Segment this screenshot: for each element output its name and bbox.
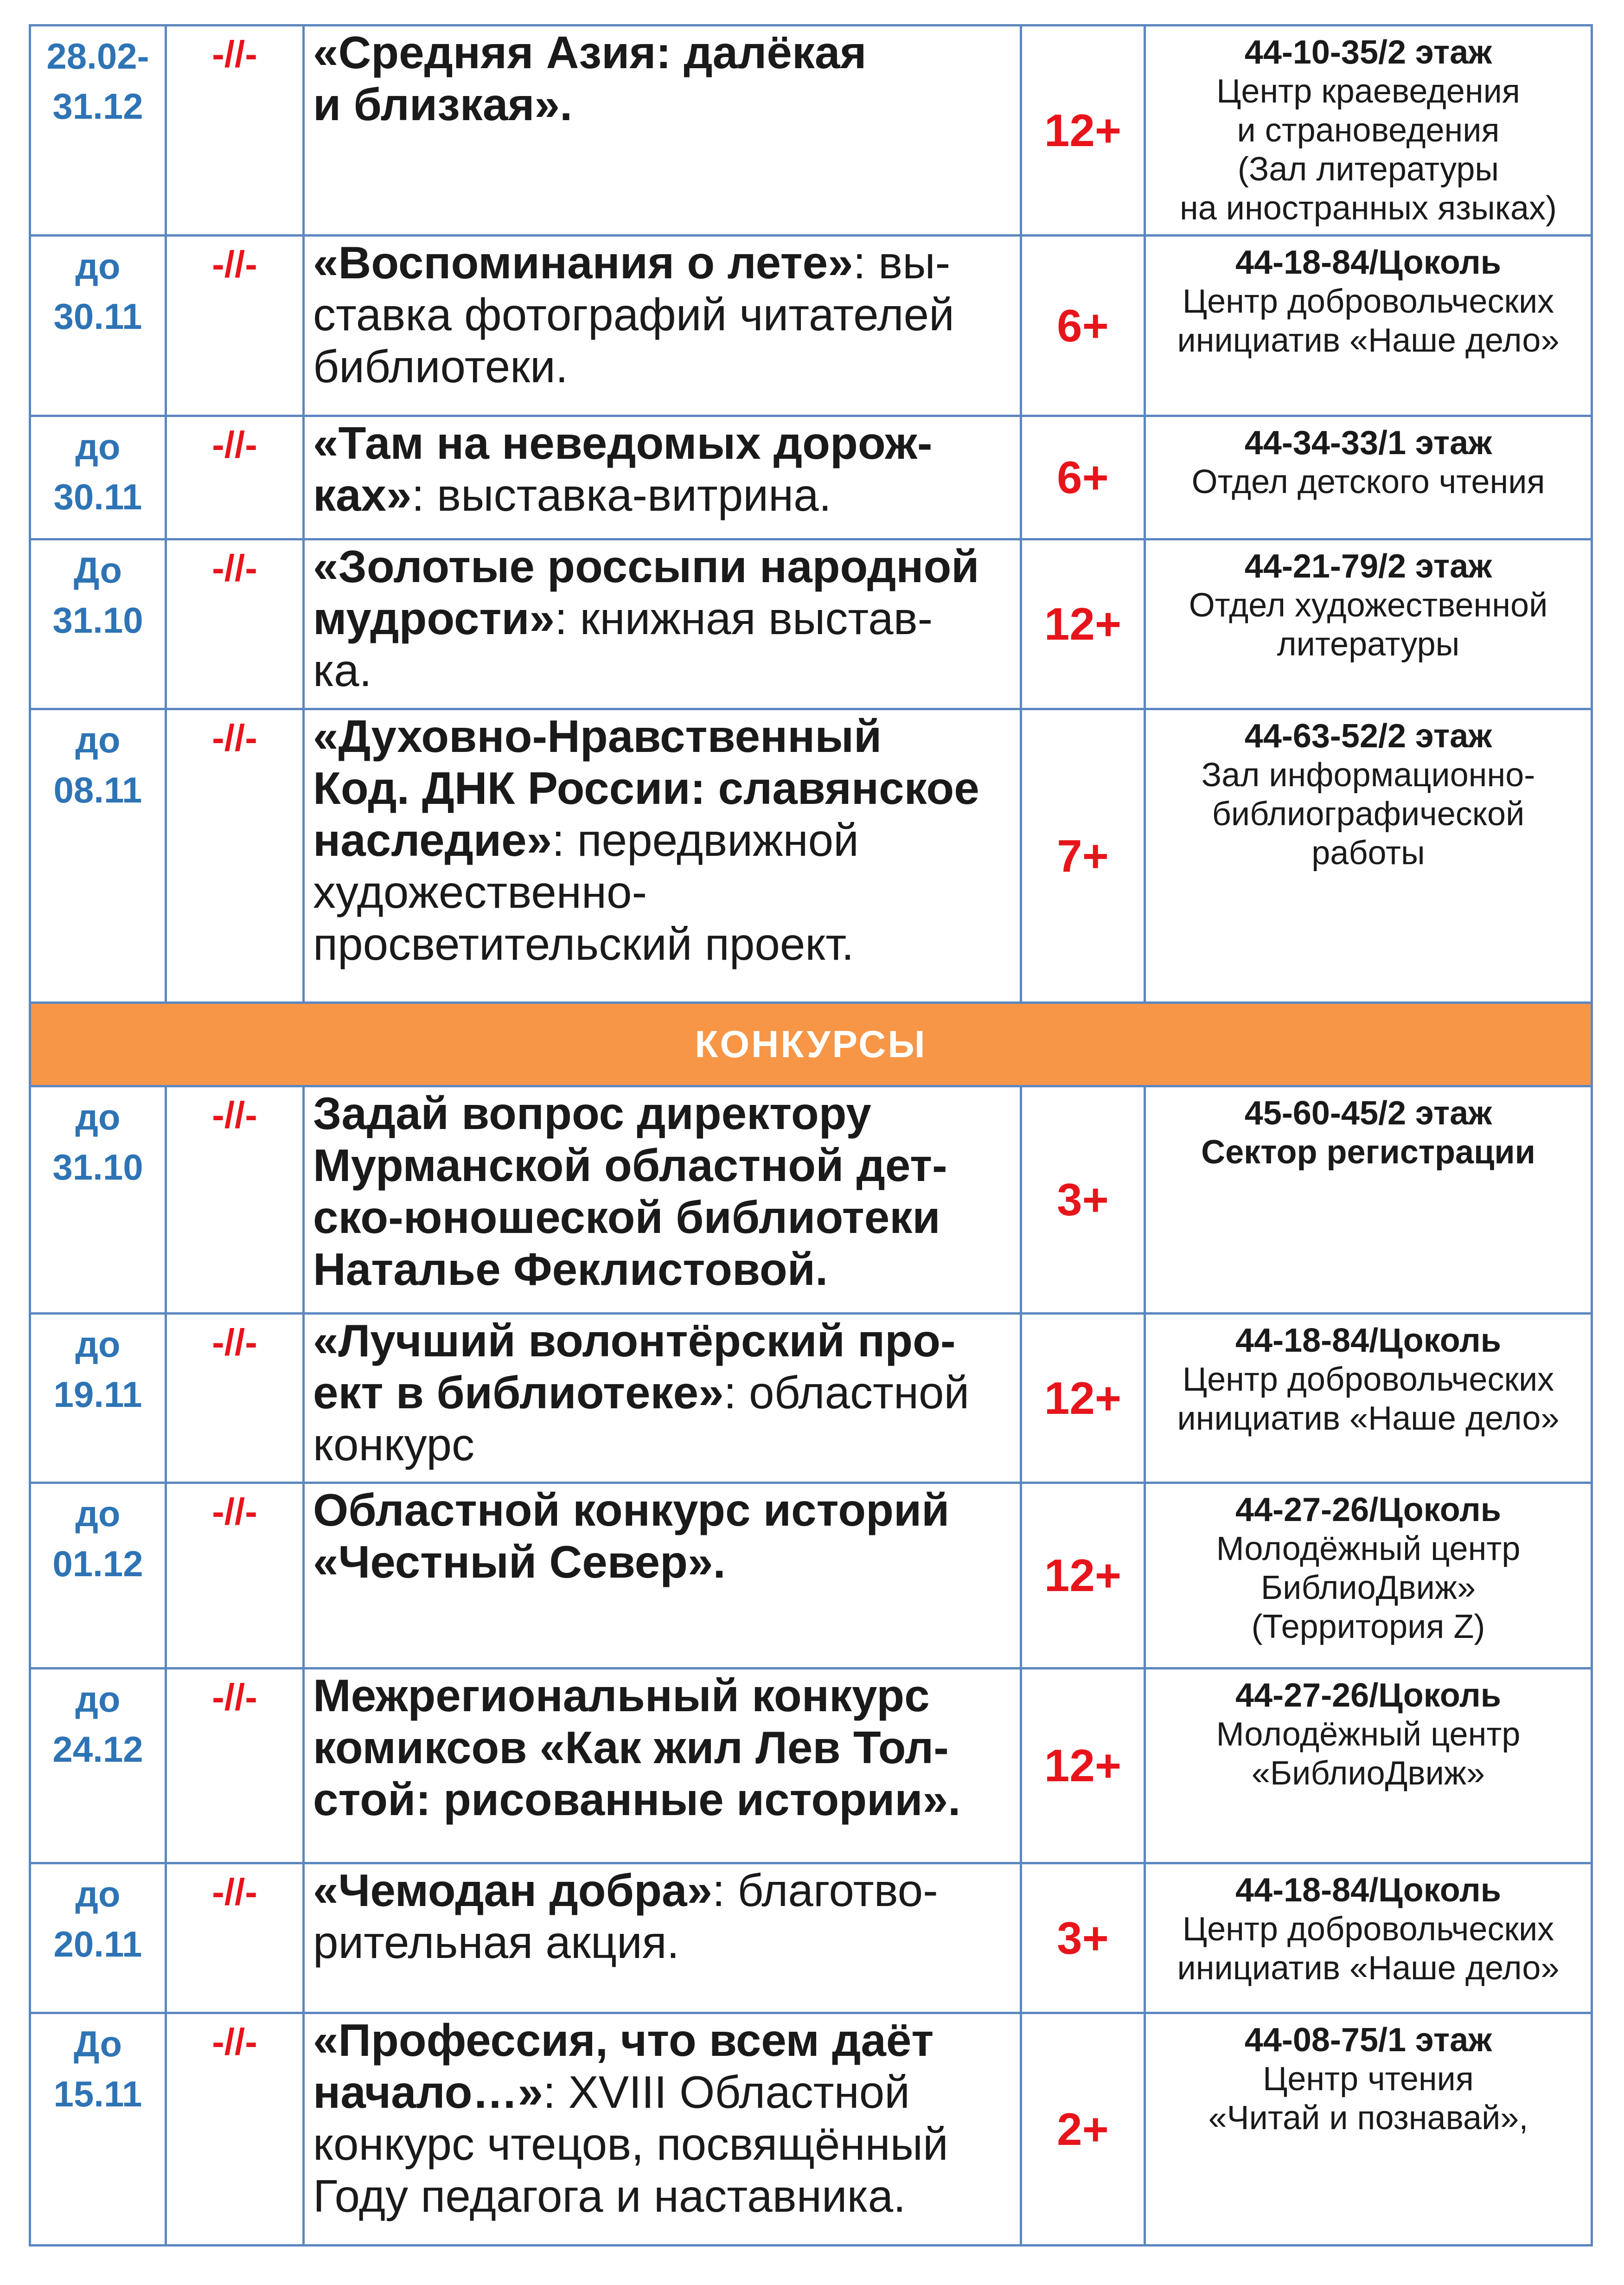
ditto-mark: -//- xyxy=(166,1669,304,1863)
date-line: 08.11 xyxy=(53,770,142,810)
title-line xyxy=(313,1916,1011,1968)
title-text: рительная акция. xyxy=(313,1917,679,1968)
date-line: до xyxy=(75,246,121,287)
title-line xyxy=(313,26,1011,78)
date-line: До xyxy=(73,2023,122,2064)
title-line xyxy=(313,866,1011,918)
date-line: До xyxy=(73,550,122,591)
age-rating: 12+ xyxy=(1021,1314,1145,1483)
title-line xyxy=(313,1191,1011,1243)
ditto-mark: -//- xyxy=(166,539,304,709)
phone-floor: 44-18-84/Цоколь xyxy=(1235,244,1501,281)
date-line: 28.02- xyxy=(46,36,149,77)
place-line: Центр чтения xyxy=(1263,2060,1474,2098)
phone-floor: 44-10-35/2 этаж xyxy=(1244,34,1492,71)
title-text: художественно- xyxy=(313,867,647,918)
title-bold: мудрости» xyxy=(313,593,555,644)
title-text: Году педагога и наставника. xyxy=(313,2170,906,2221)
place-bold: Сектор регистрации xyxy=(1201,1134,1535,1171)
date-line: до xyxy=(75,719,121,760)
title-line xyxy=(313,1864,1011,1916)
title-bold: ско-юношеской библиотеки xyxy=(313,1192,940,1243)
title-bold: Код. ДНК России: славянское xyxy=(313,763,979,814)
phone-floor: 44-18-84/Цоколь xyxy=(1235,1872,1501,1909)
place-line: библиографической xyxy=(1212,796,1525,833)
date-cell xyxy=(30,539,166,709)
location-cell xyxy=(1145,1086,1592,1314)
ditto-mark: -//- xyxy=(166,1314,304,1483)
event-title xyxy=(304,1314,1021,1483)
age-rating: 6+ xyxy=(1021,236,1145,416)
title-line xyxy=(313,592,1011,644)
title-line xyxy=(313,2014,1011,2066)
date-line: до xyxy=(75,426,121,467)
date-cell xyxy=(30,416,166,539)
age-rating: 3+ xyxy=(1021,1086,1145,1314)
title-line xyxy=(313,2066,1011,2118)
date-line: 24.12 xyxy=(52,1729,143,1770)
title-bold: «Чемодан добра» xyxy=(313,1865,712,1916)
title-line xyxy=(313,1418,1011,1470)
date-line: 31.12 xyxy=(52,86,143,127)
title-line xyxy=(313,1484,1011,1536)
title-text: : благотво- xyxy=(712,1865,938,1916)
date-line: 30.11 xyxy=(53,476,142,517)
title-bold: начало…» xyxy=(313,2067,543,2118)
events-table xyxy=(29,24,1593,2246)
event-title xyxy=(304,2013,1021,2246)
title-text: : выставка-витрина. xyxy=(411,469,831,520)
location-cell xyxy=(1145,1669,1592,1863)
title-bold: «Воспоминания о лете» xyxy=(313,237,853,288)
title-bold: ект в библиотеке» xyxy=(313,1367,724,1418)
date-line: до xyxy=(75,1874,121,1914)
date-line: 15.11 xyxy=(53,2073,142,2114)
age-rating: 12+ xyxy=(1021,1483,1145,1669)
date-cell xyxy=(30,709,166,1003)
place-line: и страноведения xyxy=(1237,112,1500,149)
table-row xyxy=(30,416,1592,539)
date-cell xyxy=(30,1483,166,1669)
place-line: инициатив «Наше дело» xyxy=(1177,322,1560,359)
location-cell xyxy=(1145,1863,1592,2013)
event-title xyxy=(304,709,1021,1003)
date-cell xyxy=(30,1314,166,1483)
place-line: Центр добровольческих xyxy=(1182,1361,1554,1398)
title-text: ставка фотографий читателей xyxy=(313,289,954,340)
place-line: работы xyxy=(1311,834,1425,872)
table-row xyxy=(30,539,1592,709)
age-rating: 7+ xyxy=(1021,709,1145,1003)
location-cell xyxy=(1145,2013,1592,2246)
date-line: до xyxy=(75,1324,121,1365)
section-title: КОНКУРСЫ xyxy=(30,1003,1592,1086)
title-text: : областной xyxy=(723,1367,970,1418)
place-line: Центр добровольческих xyxy=(1182,1911,1554,1948)
title-text: конкурс xyxy=(313,1419,474,1470)
title-line xyxy=(313,918,1011,970)
age-rating: 12+ xyxy=(1021,539,1145,709)
title-line xyxy=(313,1243,1011,1295)
title-line xyxy=(313,237,1011,289)
title-bold: «Честный Север». xyxy=(313,1536,726,1587)
age-rating: 2+ xyxy=(1021,2013,1145,2246)
location-cell xyxy=(1145,709,1592,1003)
title-line xyxy=(313,1669,1011,1721)
location-cell xyxy=(1145,236,1592,416)
date-line: 19.11 xyxy=(53,1374,142,1415)
ditto-mark: -//- xyxy=(166,416,304,539)
title-line xyxy=(313,1536,1011,1588)
place-line: БиблиоДвиж» xyxy=(1260,1569,1476,1606)
place-line: на иностранных языках) xyxy=(1179,190,1557,227)
title-text: конкурс чтецов, посвящённый xyxy=(313,2118,948,2169)
title-line xyxy=(313,2118,1011,2170)
title-text: : XVIII Областной xyxy=(543,2067,910,2118)
event-title xyxy=(304,539,1021,709)
date-cell xyxy=(30,1086,166,1314)
place-line: Молодёжный центр xyxy=(1216,1716,1521,1753)
date-cell xyxy=(30,1669,166,1863)
table-row xyxy=(30,2013,1592,2246)
date-cell xyxy=(30,236,166,416)
age-rating: 3+ xyxy=(1021,1863,1145,2013)
location-cell xyxy=(1145,1483,1592,1669)
event-title xyxy=(304,1086,1021,1314)
date-line: 31.10 xyxy=(52,600,143,641)
title-line xyxy=(313,289,1011,340)
place-line: Молодёжный центр xyxy=(1216,1530,1521,1567)
location-cell xyxy=(1145,26,1592,236)
title-bold: Наталье Феклистовой. xyxy=(313,1244,828,1295)
title-line xyxy=(313,1367,1011,1418)
title-line xyxy=(313,710,1011,762)
ditto-mark: -//- xyxy=(166,1483,304,1669)
location-cell xyxy=(1145,416,1592,539)
table-row xyxy=(30,1314,1592,1483)
title-bold: «Духовно-Нравственный xyxy=(313,711,882,762)
title-bold: Межрегиональный конкурс xyxy=(313,1670,930,1721)
ditto-mark: -//- xyxy=(166,236,304,416)
event-title xyxy=(304,1863,1021,2013)
title-line xyxy=(313,540,1011,592)
phone-floor: 44-34-33/1 этаж xyxy=(1244,424,1492,462)
title-line xyxy=(313,469,1011,521)
ditto-mark: -//- xyxy=(166,1086,304,1314)
title-bold: Мурманской областной дет- xyxy=(313,1140,947,1191)
date-cell xyxy=(30,26,166,236)
place-line: литературы xyxy=(1277,626,1460,663)
event-title xyxy=(304,236,1021,416)
phone-floor: 44-18-84/Цоколь xyxy=(1235,1322,1501,1359)
date-line: до xyxy=(75,1493,121,1534)
event-title xyxy=(304,26,1021,236)
title-line xyxy=(313,1721,1011,1773)
event-title xyxy=(304,1669,1021,1863)
location-cell xyxy=(1145,539,1592,709)
age-rating: 6+ xyxy=(1021,416,1145,539)
ditto-mark: -//- xyxy=(166,709,304,1003)
place-line: Зал информационно- xyxy=(1201,757,1535,794)
title-text: ка. xyxy=(313,645,372,696)
table-row xyxy=(30,709,1592,1003)
table-row xyxy=(30,1669,1592,1863)
table-row xyxy=(30,1086,1592,1314)
phone-floor: 44-63-52/2 этаж xyxy=(1244,718,1492,755)
age-rating: 12+ xyxy=(1021,26,1145,236)
title-line xyxy=(313,644,1011,696)
title-line xyxy=(313,1087,1011,1139)
place-line: «Читай и познавай», xyxy=(1208,2099,1528,2137)
date-line: 30.11 xyxy=(53,296,142,337)
title-text: : вы- xyxy=(853,237,951,288)
title-bold: наследие» xyxy=(313,815,552,866)
place-line: Отдел художественной xyxy=(1189,587,1548,624)
place-line: (Зал литературы xyxy=(1237,151,1499,188)
title-text: просветительский проект. xyxy=(313,918,854,969)
title-line xyxy=(313,2170,1011,2222)
title-bold: «Средняя Азия: далёкая xyxy=(313,27,867,78)
phone-floor: 44-27-26/Цоколь xyxy=(1235,1491,1501,1528)
table-row xyxy=(30,236,1592,416)
date-line: до xyxy=(75,1097,121,1137)
section-header-row xyxy=(30,1003,1592,1086)
ditto-mark: -//- xyxy=(166,2013,304,2246)
date-cell xyxy=(30,1863,166,2013)
title-line xyxy=(313,78,1011,130)
date-line: 31.10 xyxy=(52,1147,143,1187)
table-row xyxy=(30,1483,1592,1669)
phone-floor: 44-27-26/Цоколь xyxy=(1235,1677,1501,1714)
title-line xyxy=(313,340,1011,392)
title-text: библиотеки. xyxy=(313,341,569,392)
date-line: 01.12 xyxy=(52,1543,143,1584)
place-line: инициатив «Наше дело» xyxy=(1177,1400,1560,1437)
title-bold: стой: рисованные истории». xyxy=(313,1774,961,1825)
title-line xyxy=(313,1773,1011,1825)
title-bold: «Золотые россыпи народной xyxy=(313,541,979,592)
title-bold: Областной конкурс историй xyxy=(313,1484,950,1535)
location-cell xyxy=(1145,1314,1592,1483)
place-line: Отдел детского чтения xyxy=(1191,463,1545,501)
title-bold: «Профессия, что всем даёт xyxy=(313,2015,934,2066)
title-bold: «Там на неведомых дорож- xyxy=(313,417,933,469)
place-line: (Территория Z) xyxy=(1251,1608,1485,1645)
place-line: Центр краеведения xyxy=(1216,73,1520,110)
place-line: инициатив «Наше дело» xyxy=(1177,1950,1560,1987)
date-cell xyxy=(30,2013,166,2246)
place-line: «БиблиоДвиж» xyxy=(1251,1755,1485,1792)
title-text: : книжная выстав- xyxy=(555,593,933,644)
phone-floor: 45-60-45/2 этаж xyxy=(1244,1095,1492,1132)
title-bold: Задай вопрос директору xyxy=(313,1088,871,1139)
table-row xyxy=(30,1863,1592,2013)
title-line xyxy=(313,1139,1011,1191)
place-line: Центр добровольческих xyxy=(1182,283,1554,320)
phone-floor: 44-08-75/1 этаж xyxy=(1244,2022,1492,2059)
date-line: 20.11 xyxy=(53,1924,142,1964)
title-line xyxy=(313,762,1011,814)
date-line: до xyxy=(75,1679,121,1720)
title-line xyxy=(313,814,1011,866)
ditto-mark: -//- xyxy=(166,1863,304,2013)
event-title xyxy=(304,416,1021,539)
event-title xyxy=(304,1483,1021,1669)
title-bold: и близкая». xyxy=(313,79,573,130)
title-bold: «Лучший волонтёрский про- xyxy=(313,1315,956,1366)
title-bold: ках» xyxy=(313,469,412,520)
age-rating: 12+ xyxy=(1021,1669,1145,1863)
phone-floor: 44-21-79/2 этаж xyxy=(1244,548,1492,585)
title-line xyxy=(313,1315,1011,1367)
title-bold: комиксов «Как жил Лев Тол- xyxy=(313,1722,949,1773)
title-text: : передвижной xyxy=(552,815,859,866)
title-line xyxy=(313,417,1011,469)
table-row xyxy=(30,26,1592,236)
ditto-mark: -//- xyxy=(166,26,304,236)
